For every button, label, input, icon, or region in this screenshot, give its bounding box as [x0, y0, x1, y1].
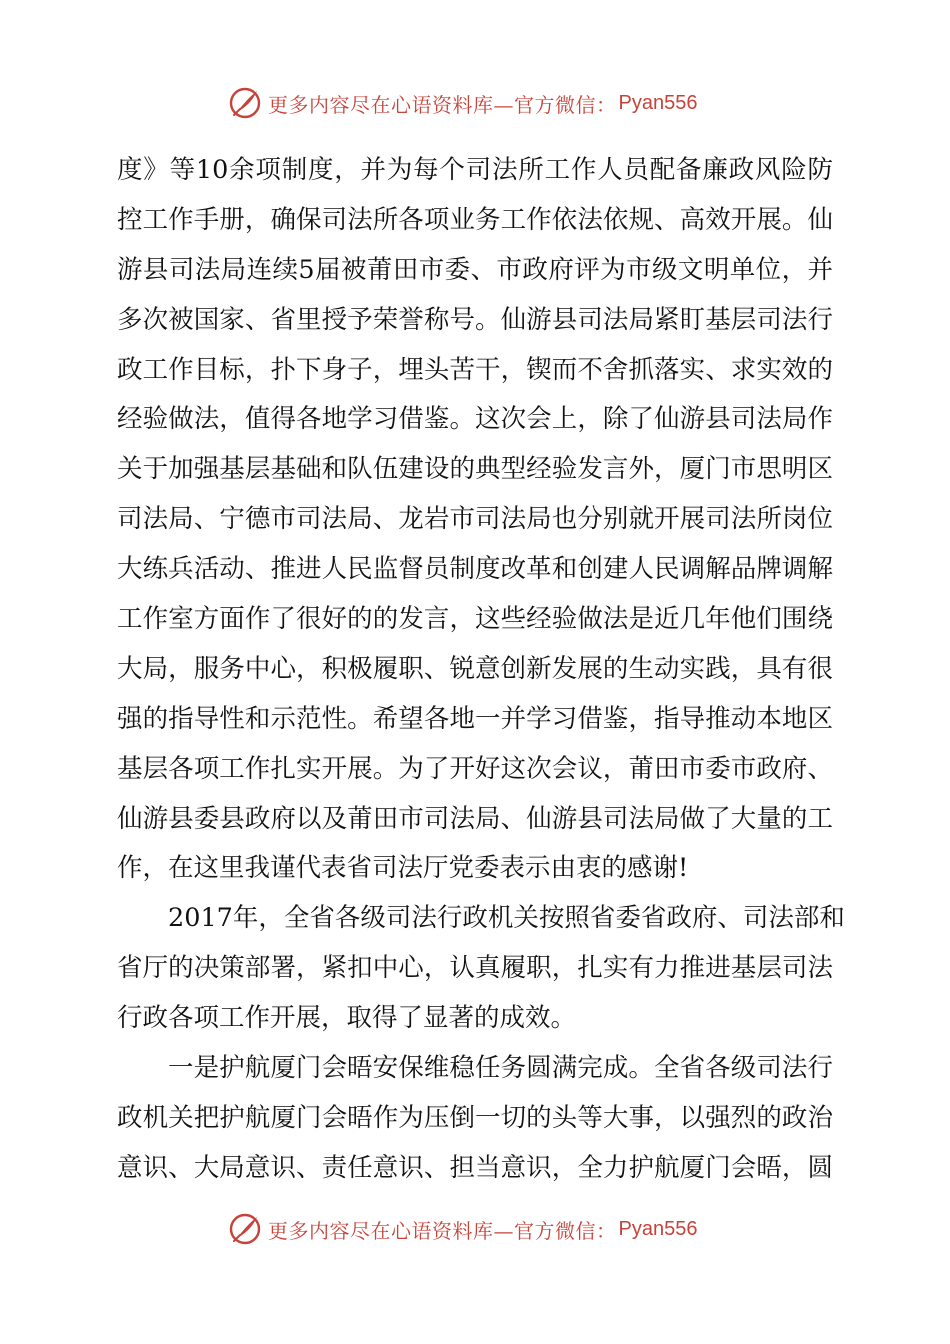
- text-line: 一是护航厦门会晤安保维稳任务圆满完成。全省各级司法行: [168, 1053, 833, 1084]
- footer-watermark: [228, 1209, 697, 1249]
- text-line: 关于加强基层基础和队伍建设的典型经验发言外，厦门市思明区: [117, 454, 833, 485]
- document-body: [117, 146, 845, 1194]
- text-line: 仙游县委县政府以及莆田市司法局、仙游县司法局做了大量的工: [117, 803, 833, 834]
- text-line: 度》等10余项制度，并为每个司法所工作人员配备廉政风险防: [117, 155, 833, 185]
- text-line: 意识、大局意识、责任意识、担当意识，全力护航厦门会晤，圆: [117, 1152, 833, 1183]
- text-line: 多次被国家、省里授予荣誉称号。仙游县司法局紧盯基层司法行: [117, 304, 833, 335]
- watermark-text: 更多内容尽在心语资料库—官方微信：: [268, 92, 617, 117]
- text-line: 经验做法，值得各地学习借鉴。这次会上，除了仙游县司法局作: [117, 404, 833, 435]
- quill-logo-icon: [228, 1212, 262, 1246]
- text-line: 强的指导性和示范性。希望各地一并学习借鉴，指导推动本地区: [117, 703, 833, 734]
- text-line: 作，在这里我谨代表省司法厅党委表示由衷的感谢!: [117, 853, 689, 884]
- watermark-wechat-id: Pyan556: [618, 1217, 698, 1240]
- text-line: 基层各项工作扎实开展。为了开好这次会议，莆田市委市政府、: [117, 753, 833, 784]
- header-watermark: [228, 83, 697, 123]
- text-line: 行政各项工作开展，取得了显著的成效。: [117, 1003, 577, 1034]
- text-line: 司法局、宁德市司法局、龙岩市司法局也分别就开展司法所岗位: [117, 504, 833, 535]
- text-line: 游县司法局连续5届被莆田市委、市政府评为市级文明单位，并: [117, 254, 833, 285]
- paragraph-2: [117, 894, 845, 1044]
- text-line: 控工作手册，确保司法所各项业务工作依法依规、高效开展。仙: [117, 204, 833, 235]
- text-line: 政工作目标，扑下身子，埋头苦干，锲而不舍抓落实、求实效的: [117, 354, 833, 385]
- text-line: 省厅的决策部署，紧扣中心，认真履职，扎实有力推进基层司法: [117, 953, 833, 984]
- text-line: 大练兵活动、推进人民监督员制度改革和创建人民调解品牌调解: [117, 554, 833, 585]
- paragraph-3: [117, 1044, 833, 1194]
- watermark-text: 更多内容尽在心语资料库—官方微信：: [268, 1218, 617, 1243]
- watermark-wechat-id: Pyan556: [618, 91, 698, 114]
- text-line: 大局，服务中心，积极履职、锐意创新发展的生动实践，具有很: [117, 653, 833, 684]
- text-line: 工作室方面作了很好的的发言，这些经验做法是近几年他们围绕: [117, 604, 833, 635]
- text-line: 政机关把护航厦门会晤作为压倒一切的头等大事，以强烈的政治: [117, 1102, 833, 1133]
- paragraph-1: [117, 146, 833, 894]
- text-line: 2017年，全省各级司法行政机关按照省委省政府、司法部和: [168, 903, 845, 934]
- quill-logo-icon: [228, 86, 262, 120]
